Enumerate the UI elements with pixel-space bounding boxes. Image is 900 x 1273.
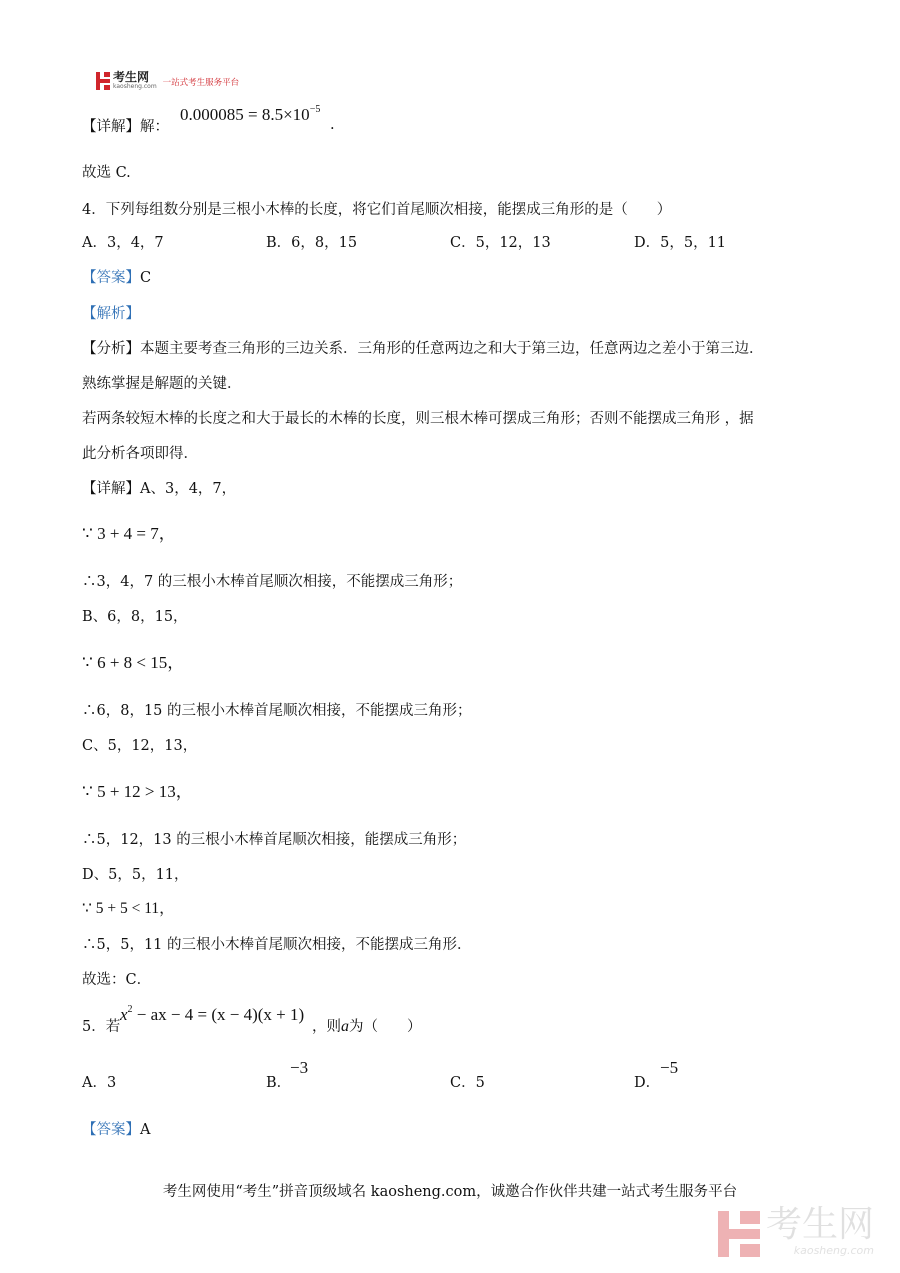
logo-text bbox=[113, 71, 157, 90]
q5-option-d-label: D． bbox=[634, 1075, 661, 1091]
q4-math-c: ∵ 5 + 12 > 13， bbox=[82, 782, 193, 801]
q4-fenxi-line-2: 熟练掌握是解题的关键． bbox=[82, 376, 242, 392]
q4-choice: 故选：C． bbox=[82, 972, 152, 988]
logo-mark-icon bbox=[96, 72, 110, 90]
q4-option-c: C．5，12，13 bbox=[450, 235, 551, 251]
q5-var-a: a bbox=[341, 1018, 349, 1035]
q5-option-b-value: −3 bbox=[290, 1058, 309, 1077]
q4-head-c: C、5，12，13， bbox=[82, 738, 198, 754]
q5-answer-label: 【答案】 bbox=[82, 1122, 140, 1138]
q4-math-b: ∵ 6 + 8 < 15， bbox=[82, 653, 185, 672]
footer-text: 考生网使用“考生”拼音顶级域名 kaosheng.com，诚邀合作伙伴共建一站式考生服务平台 bbox=[162, 1184, 738, 1200]
q5-number: 5．若 bbox=[82, 1019, 121, 1035]
watermark-mark-icon bbox=[718, 1211, 760, 1257]
q4-answer bbox=[82, 266, 151, 287]
q5-option-d-value: −5 bbox=[660, 1058, 679, 1077]
q3-equation-end: . bbox=[330, 117, 335, 133]
q4-fenxi-line-3: 若两条较短木棒的长度之和大于最长的木棒的长度，则三根木棒可摆成三角形；否则不能摆成三角形 ，据 bbox=[82, 411, 754, 427]
q5-eq-exp: 2 bbox=[127, 1004, 133, 1015]
q4-fenxi-line-1: 【分析】本题主要考查三角形的三边关系．三角形的任意两边之和大于第三边，任意两边之差小于第三边． bbox=[82, 341, 764, 357]
q5-equation bbox=[120, 1004, 304, 1025]
q5-tail-1: ，则 bbox=[312, 1019, 341, 1035]
logo-slogan: 一站式考生服务平台 bbox=[162, 78, 240, 88]
q5-tail-2: 为（ ） bbox=[349, 1019, 422, 1035]
q3-detail-label: 【详解】解： bbox=[82, 119, 169, 135]
q3-equation-lhs: 0.000085 = 8.5×10 bbox=[180, 105, 310, 124]
watermark-cn: 考生网 bbox=[765, 1204, 874, 1245]
q4-concl-b: ∴6，8，15 的三根小木棒首尾顺次相接，不能摆成三角形； bbox=[82, 703, 472, 719]
q4-stem: 4．下列每组数分别是三根小木棒的长度，将它们首尾顺次相接，能摆成三角形的是（ ） bbox=[82, 202, 672, 218]
q4-option-d: D．5，5，11 bbox=[634, 235, 727, 251]
q4-analysis-label: 【解析】 bbox=[82, 306, 140, 322]
watermark-text bbox=[766, 1206, 874, 1257]
q5-option-b-label: B． bbox=[266, 1075, 292, 1091]
q5-tail bbox=[312, 1015, 422, 1036]
q3-equation-exp: −5 bbox=[309, 104, 321, 115]
q3-equation bbox=[180, 104, 320, 125]
q5-option-c: C．5 bbox=[450, 1075, 485, 1091]
q4-answer-value: C bbox=[140, 270, 152, 286]
site-logo bbox=[96, 71, 239, 90]
q4-math-a: ∵ 3 + 4 = 7， bbox=[82, 524, 176, 543]
watermark-en: kaosheng.com bbox=[793, 1244, 874, 1257]
q4-option-a: A．3，4，7 bbox=[82, 235, 164, 251]
q4-fenxi-line-4: 此分析各项即得． bbox=[82, 446, 198, 462]
q4-concl-d: ∴5，5，11 的三根小木棒首尾顺次相接，不能摆成三角形． bbox=[82, 937, 472, 953]
q4-detail-a: 【详解】A、3，4，7， bbox=[82, 481, 237, 497]
q4-concl-a: ∴3，4，7 的三根小木棒首尾顺次相接，不能摆成三角形； bbox=[82, 574, 463, 590]
q4-answer-label: 【答案】 bbox=[82, 270, 140, 286]
logo-cn: 考生网 bbox=[113, 70, 150, 84]
q5-option-a: A．3 bbox=[82, 1075, 117, 1091]
q4-head-b: B、6，8，15， bbox=[82, 609, 188, 625]
watermark bbox=[718, 1206, 874, 1257]
q5-answer-value: A bbox=[140, 1122, 151, 1138]
q3-choice: 故选 C. bbox=[82, 165, 131, 181]
q4-head-d: D、5，5，11， bbox=[82, 867, 189, 883]
q4-math-d: ∵ 5 + 5 < 11， bbox=[82, 900, 175, 917]
q5-eq-x: x bbox=[120, 1005, 128, 1024]
q4-concl-c: ∴5，12，13 的三根小木棒首尾顺次相接，能摆成三角形； bbox=[82, 832, 467, 848]
q5-answer bbox=[82, 1118, 150, 1139]
logo-en: kaosheng.com bbox=[113, 83, 157, 90]
q4-option-b: B．6，8，15 bbox=[266, 235, 358, 251]
q5-eq-rest: − ax − 4 = (x − 4)(x + 1) bbox=[132, 1005, 305, 1024]
